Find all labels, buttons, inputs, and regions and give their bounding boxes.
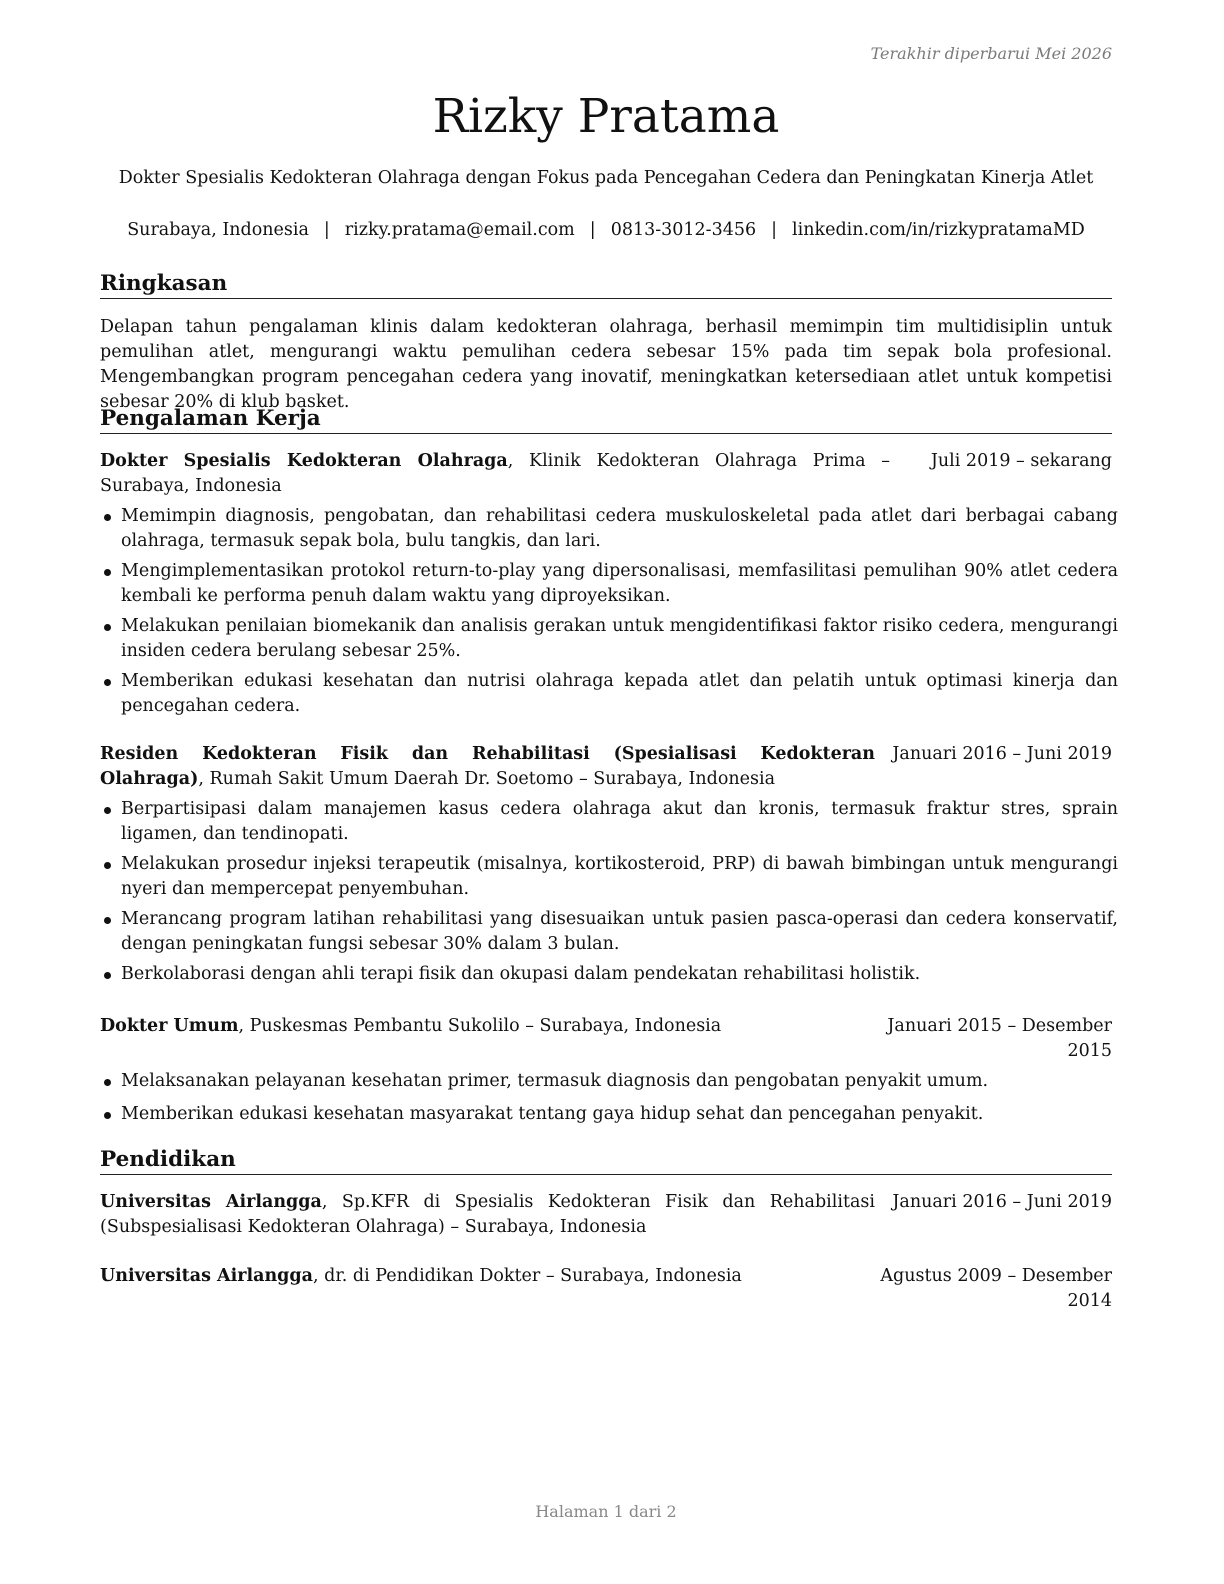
education-school: Universitas Airlangga bbox=[100, 1192, 322, 1212]
list-item: Memberikan edukasi kesehatan masyarakat tentang gaya hidup sehat dan pencegahan penyakit. bbox=[100, 1102, 1118, 1127]
contact-line bbox=[100, 220, 1112, 240]
job-org: , Klinik Kedokteran Olahraga Prima – Surabaya, Indonesia bbox=[100, 451, 890, 496]
job-role: Dokter Umum bbox=[100, 1016, 239, 1036]
education-entry bbox=[100, 1264, 1112, 1314]
list-item: Memimpin diagnosis, pengobatan, dan rehabilitasi cedera muskuloskeletal pada atlet dari berbagai cabang olahraga, termasuk sepak bola, bulu tangkis, dan lari. bbox=[100, 504, 1118, 554]
list-item: Melaksanakan pelayanan kesehatan primer, termasuk diagnosis dan pengobatan penyakit umum. bbox=[100, 1069, 1118, 1094]
list-item: Melakukan prosedur injeksi terapeutik (misalnya, kortikosteroid, PRP) di bawah bimbingan untuk mengurangi nyeri dan mempercepat penyembuhan. bbox=[100, 852, 1118, 902]
job-header bbox=[100, 1014, 1112, 1064]
education-title-line bbox=[100, 1190, 875, 1240]
job-bullets bbox=[100, 504, 1118, 719]
contact-separator: | bbox=[323, 220, 330, 240]
contact-separator: | bbox=[589, 220, 596, 240]
education-dates: Januari 2016 – Juni 2019 bbox=[892, 1192, 1112, 1212]
job-title-line bbox=[100, 449, 890, 499]
job-org: , Rumah Sakit Umum Daerah Dr. Soetomo – Surabaya, Indonesia bbox=[198, 769, 776, 789]
job-title-line bbox=[100, 1014, 840, 1064]
education-detail: , dr. di Pendidikan Dokter – Surabaya, Indonesia bbox=[313, 1266, 742, 1286]
list-item: Berkolaborasi dengan ahli terapi fisik dan okupasi dalam pendekatan rehabilitasi holistik. bbox=[100, 962, 1118, 987]
job-dates: Januari 2016 – Juni 2019 bbox=[892, 744, 1112, 764]
job-dates: Januari 2015 – Desember 2015 bbox=[887, 1016, 1112, 1061]
section-title-summary: Ringkasan bbox=[100, 270, 1112, 299]
education-title-line bbox=[100, 1264, 840, 1314]
education-dates: Agustus 2009 – Desember 2014 bbox=[880, 1266, 1112, 1311]
contact-location: Surabaya, Indonesia bbox=[127, 220, 309, 240]
section-title-experience: Pengalaman Kerja bbox=[100, 405, 1112, 434]
job-bullets bbox=[100, 1069, 1118, 1127]
job-role: Residen Kedokteran Fisik dan Rehabilitasi (Spesialisasi Kedokteran Olahraga) bbox=[100, 744, 875, 789]
summary-text: Delapan tahun pengalaman klinis dalam kedokteran olahraga, berhasil memimpin tim multidisiplin untuk pemulihan atlet, mengurangi waktu pemulihan cedera sebesar 15% pada tim sepak bola profesional. Mengembangkan program pencegahan cedera yang inovatif, meningkatkan ketersediaan atlet untuk kompetisi sebesar 20% di klub basket. bbox=[100, 317, 1112, 412]
tagline: Dokter Spesialis Kedokteran Olahraga dengan Fokus pada Pencegahan Cedera dan Peningkatan Kinerja Atlet bbox=[118, 168, 1094, 188]
contact-email[interactable]: rizky.pratama@email.com bbox=[344, 220, 575, 240]
education-school: Universitas Airlangga bbox=[100, 1266, 313, 1286]
job-header bbox=[100, 449, 1112, 499]
list-item: Memberikan edukasi kesehatan dan nutrisi olahraga kepada atlet dan pelatih untuk optimasi kinerja dan pencegahan cedera. bbox=[100, 669, 1118, 719]
job-title-line bbox=[100, 742, 875, 792]
job-role: Dokter Spesialis Kedokteran Olahraga bbox=[100, 451, 508, 471]
education-detail: , Sp.KFR di Spesialis Kedokteran Fisik dan Rehabilitasi (Subspesialisasi Kedokteran Olahraga) – Surabaya, Indonesia bbox=[100, 1192, 876, 1237]
list-item: Mengimplementasikan protokol return-to-play yang dipersonalisasi, memfasilitasi pemulihan 90% atlet cedera kembali ke performa penuh dalam waktu yang diproyeksikan. bbox=[100, 559, 1118, 609]
job-bullets bbox=[100, 797, 1118, 987]
contact-separator: | bbox=[771, 220, 778, 240]
list-item: Merancang program latihan rehabilitasi yang disesuaikan untuk pasien pasca-operasi dan cedera konservatif, dengan peningkatan fungsi sebesar 30% dalam 3 bulan. bbox=[100, 907, 1118, 957]
last-updated: Terakhir diperbarui Mei 2026 bbox=[870, 44, 1112, 63]
candidate-name: Rizky Pratama bbox=[432, 89, 780, 144]
contact-linkedin[interactable]: linkedin.com/in/rizkypratamaMD bbox=[792, 220, 1085, 240]
job-org: , Puskesmas Pembantu Sukolilo – Surabaya, Indonesia bbox=[238, 1016, 722, 1036]
section-title-education: Pendidikan bbox=[100, 1146, 1112, 1175]
list-item: Berpartisipasi dalam manajemen kasus cedera olahraga akut dan kronis, termasuk fraktur stres, sprain ligamen, dan tendinopati. bbox=[100, 797, 1118, 847]
contact-phone[interactable]: 0813-3012-3456 bbox=[610, 220, 757, 240]
list-item: Melakukan penilaian biomekanik dan analisis gerakan untuk mengidentifikasi faktor risiko cedera, mengurangi insiden cedera berulang sebesar 25%. bbox=[100, 614, 1118, 664]
job-header bbox=[100, 742, 1112, 792]
page-number: Halaman 1 dari 2 bbox=[535, 1502, 677, 1521]
education-entry bbox=[100, 1190, 1112, 1240]
job-dates: Juli 2019 – sekarang bbox=[930, 451, 1112, 471]
